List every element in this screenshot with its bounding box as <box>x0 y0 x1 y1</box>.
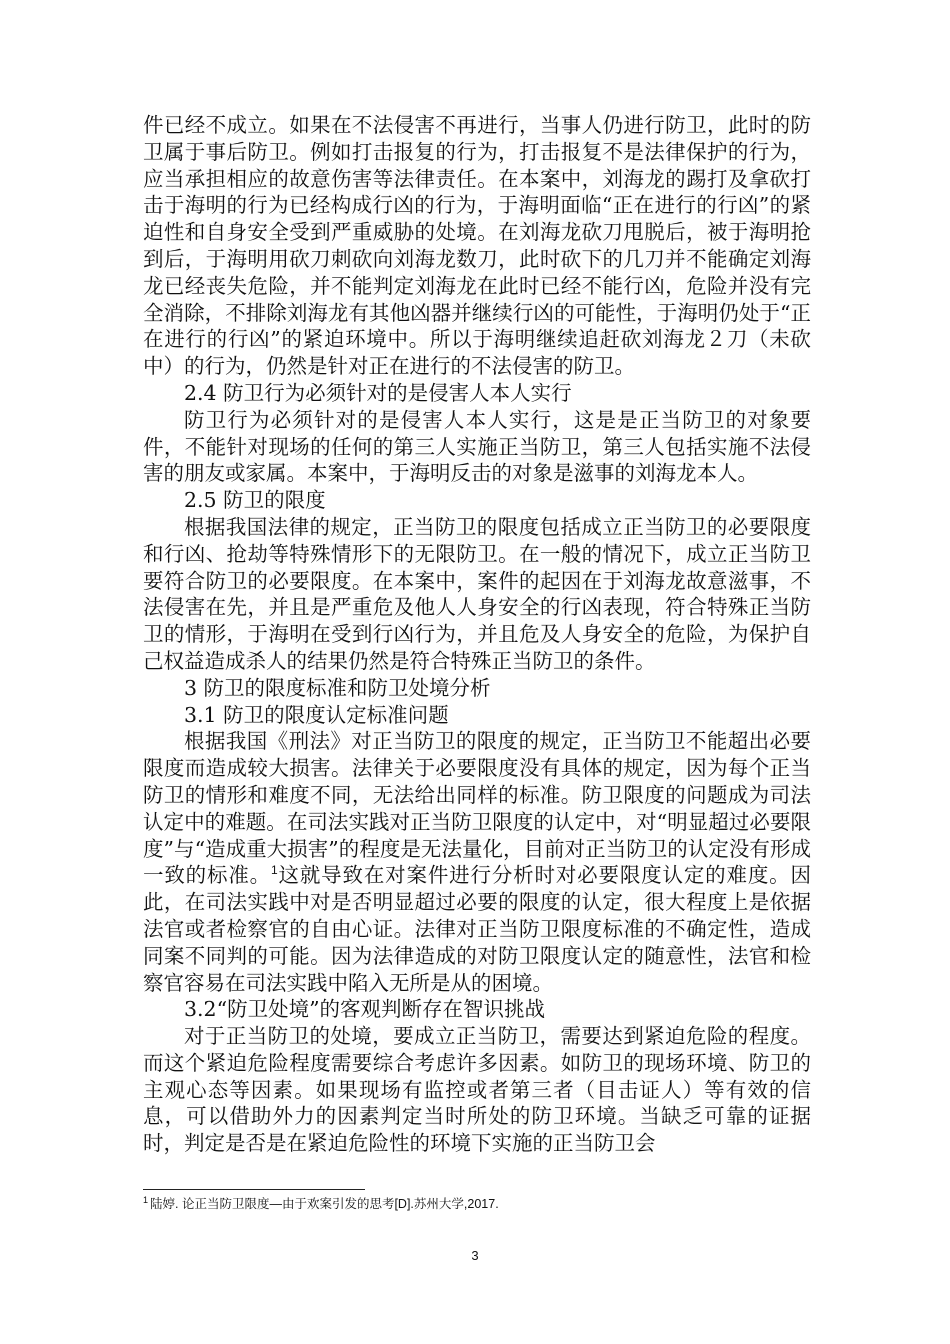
paragraph-limit-standard <box>143 728 811 996</box>
paragraph-defense-situation: 对于正当防卫的处境，要成立正当防卫，需要达到紧迫危险的程度。而这个紧迫危险程度需要综合考虑许多因素。如防卫的现场环境、防卫的主观心态等因素。如果现场有监控或者第三者（目击证人）等有效的信息，可以借助外力的因素判定当时所处的防卫环境。当缺乏可靠的证据时，判定是否是在紧迫危险性的环境下实施的正当防卫会 <box>143 1024 811 1156</box>
footnote-separator <box>143 1189 365 1190</box>
footnote-text: 陆婷. 论正当防卫限度—由于欢案引发的思考[D].苏州大学,2017. <box>150 1197 499 1211</box>
section-heading-2-5: 2.5 防卫的限度 <box>184 488 326 513</box>
section-heading-3-1: 3.1 防卫的限度认定标准问题 <box>184 702 449 727</box>
paragraph-defense-limit: 根据我国法律的规定，正当防卫的限度包括成立正当防卫的必要限度和行凶、抢劫等特殊情形下的无限防卫。在一般的情况下，成立正当防卫要符合防卫的必要限度。在本案中，案件的起因在于刘海龙故意滋事，不法侵害在先，并且是严重危及他人人身安全的行凶表现，符合特殊正当防卫的情形，于海明在受到行凶行为，并且危及人身安全的危险，为保护自己权益造成杀人的结果仍然是符合特殊正当防卫的条件。 <box>143 514 811 673</box>
paragraph-defense-target: 防卫行为必须针对的是侵害人本人实行，这是是正当防卫的对象要件，不能针对现场的任何的第三人实施正当防卫，第三人包括实施不法侵害的朋友或家属。本案中，于海明反击的对象是滋事的刘海龙本人。 <box>143 407 811 486</box>
page-number: 3 <box>471 1248 479 1263</box>
footnote-reference[interactable]: 1 <box>271 863 278 878</box>
section-heading-3-2: 3.2“防卫处境”的客观判断存在智识挑战 <box>184 997 546 1022</box>
body-text <box>143 112 811 1157</box>
paragraph-continued: 件已经不成立。如果在不法侵害不再进行，当事人仍进行防卫，此时的防卫属于事后防卫。例如打击报复的行为，打击报复不是法律保护的行为，应当承担相应的故意伤害等法律责任。在本案中，刘海龙的踢打及拿砍打击于海明的行为已经构成行凶的行为，于海明面临“正在进行的行凶”的紧迫性和自身安全受到严重威胁的处境。在刘海龙砍刀甩脱后，被于海明抢到后，于海明用砍刀刺砍向刘海龙数刀，此时砍下的几刀并不能确定刘海龙已经丧失危险，并不能判定刘海龙在此时已经不能行凶，危险并没有完全消除，不排除刘海龙有其他凶器并继续行凶的可能性，于海明仍处于“正在进行的行凶”的紧迫环境中。所以于海明继续追赶砍刘海龙２刀（未砍中）的行为，仍然是针对正在进行的不法侵害的防卫。 <box>143 113 811 379</box>
footnote <box>143 1196 811 1212</box>
footnote-mark: 1 <box>143 1194 149 1205</box>
paragraph-limit-standard-part1: 根据我国《刑法》对正当防卫的限度的规定，正当防卫不能超出必要限度而造成较大损害。法律关于必要限度没有具体的规定，因为每个正当防卫的情形和难度不同，无法给出同样的标准。防卫限度的问题成为司法认定中的难题。在司法实践对正当防卫限度的认定中，对“明显超过必要限度”与“造成重大损害”的程度是无法量化，目前对正当防卫的认定没有形成一致的标准。 <box>143 729 811 888</box>
section-heading-3: 3 防卫的限度标准和防卫处境分析 <box>184 675 491 700</box>
paragraph-limit-standard-part2: 这就导致在对案件进行分析时对必要限度认定的难度。因此，在司法实践中对是否明显超过必要的限度的认定，很大程度上是依据法官或者检察官的自由心证。法律对正当防卫限度标准的不确定性，造成同案不同判的可能。因为法律造成的对防卫限度认定的随意性，法官和检察官容易在司法实践中陷入无所是从的困境。 <box>143 863 812 995</box>
section-heading-2-4: 2.4 防卫行为必须针对的是侵害人本人实行 <box>184 380 572 405</box>
